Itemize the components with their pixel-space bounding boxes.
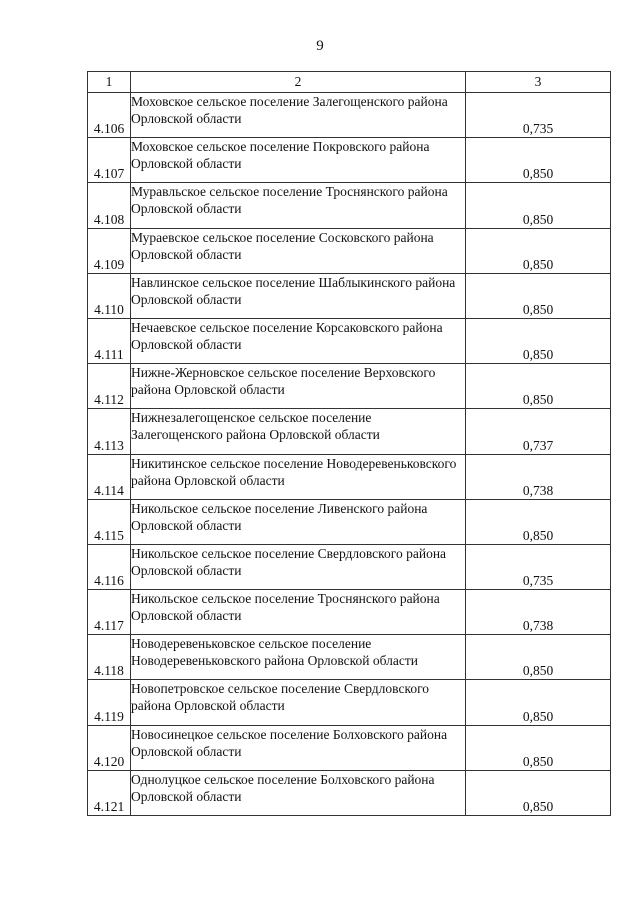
settlement-name: Мураевское сельское поселение Сосковского района Орловской области	[131, 228, 466, 273]
coefficient-value: 0,735	[466, 544, 611, 589]
settlement-name: Новосинецкое сельское поселение Болховского района Орловской области	[131, 725, 466, 770]
row-number: 4.109	[88, 228, 131, 273]
table-row	[88, 635, 611, 680]
row-number: 4.114	[88, 454, 131, 499]
table-row	[88, 454, 611, 499]
coefficient-value: 0,738	[466, 454, 611, 499]
settlement-name: Однолуцкое сельское поселение Болховского района Орловской области	[131, 770, 466, 815]
table-row	[88, 680, 611, 725]
row-number: 4.118	[88, 635, 131, 680]
coefficient-value: 0,850	[466, 364, 611, 409]
settlements-table	[87, 71, 611, 816]
table-row	[88, 273, 611, 318]
row-number: 4.113	[88, 409, 131, 454]
coefficient-value: 0,850	[466, 273, 611, 318]
settlement-name: Новопетровское сельское поселение Свердловского района Орловской области	[131, 680, 466, 725]
settlement-name: Никольское сельское поселение Свердловского района Орловской области	[131, 544, 466, 589]
table-row	[88, 183, 611, 228]
row-number: 4.121	[88, 770, 131, 815]
table-row	[88, 364, 611, 409]
row-number: 4.106	[88, 93, 131, 138]
table-header-row	[88, 72, 611, 93]
row-number: 4.117	[88, 590, 131, 635]
row-number: 4.116	[88, 544, 131, 589]
coefficient-value: 0,850	[466, 770, 611, 815]
table-row	[88, 93, 611, 138]
coefficient-value: 0,850	[466, 183, 611, 228]
settlement-name: Новодеревеньковское сельское поселение Новодеревеньковского района Орловской области	[131, 635, 466, 680]
table-row	[88, 499, 611, 544]
settlement-name: Никитинское сельское поселение Новодеревеньковского района Орловской области	[131, 454, 466, 499]
column-header-1: 1	[88, 72, 131, 93]
coefficient-value: 0,737	[466, 409, 611, 454]
coefficient-value: 0,850	[466, 228, 611, 273]
row-number: 4.107	[88, 138, 131, 183]
row-number: 4.110	[88, 273, 131, 318]
row-number: 4.115	[88, 499, 131, 544]
settlement-name: Навлинское сельское поселение Шаблыкинского района Орловской области	[131, 273, 466, 318]
table-row	[88, 544, 611, 589]
coefficient-value: 0,850	[466, 138, 611, 183]
table-row	[88, 770, 611, 815]
table-row	[88, 409, 611, 454]
coefficient-value: 0,850	[466, 318, 611, 363]
row-number: 4.119	[88, 680, 131, 725]
column-header-2: 2	[131, 72, 466, 93]
table-row	[88, 725, 611, 770]
coefficient-value: 0,735	[466, 93, 611, 138]
settlement-name: Нижнезалегощенское сельское поселение Залегощенского района Орловской области	[131, 409, 466, 454]
row-number: 4.111	[88, 318, 131, 363]
settlement-name: Муравльское сельское поселение Троснянского района Орловской области	[131, 183, 466, 228]
table-row	[88, 318, 611, 363]
settlement-name: Нечаевское сельское поселение Корсаковского района Орловской области	[131, 318, 466, 363]
row-number: 4.108	[88, 183, 131, 228]
coefficient-value: 0,850	[466, 725, 611, 770]
settlement-name: Моховское сельское поселение Покровского района Орловской области	[131, 138, 466, 183]
page-number: 9	[316, 38, 324, 54]
row-number: 4.112	[88, 364, 131, 409]
coefficient-value: 0,850	[466, 635, 611, 680]
table-row	[88, 138, 611, 183]
column-header-3: 3	[466, 72, 611, 93]
settlement-name: Моховское сельское поселение Залегощенского района Орловской области	[131, 93, 466, 138]
coefficient-value: 0,850	[466, 680, 611, 725]
settlement-name: Никольское сельское поселение Ливенского района Орловской области	[131, 499, 466, 544]
settlement-name: Никольское сельское поселение Троснянского района Орловской области	[131, 590, 466, 635]
coefficient-value: 0,738	[466, 590, 611, 635]
settlement-name: Нижне-Жерновское сельское поселение Верховского района Орловской области	[131, 364, 466, 409]
coefficient-value: 0,850	[466, 499, 611, 544]
table-row	[88, 228, 611, 273]
row-number: 4.120	[88, 725, 131, 770]
table-row	[88, 590, 611, 635]
